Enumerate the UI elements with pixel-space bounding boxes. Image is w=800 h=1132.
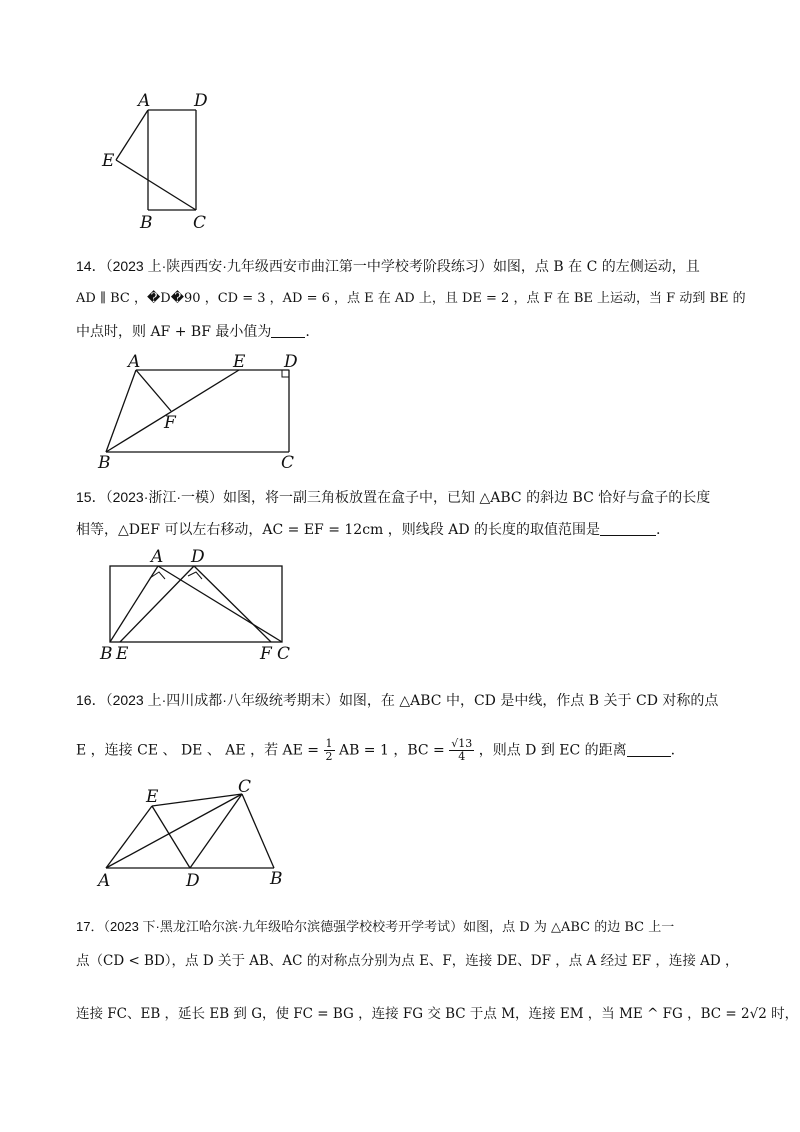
q14-conditions: AD ∥ BC ，�D�90 ，CD = 3 ，AD = 6 ，点 E 在 AD 上，且 DE = 2 ，点 F 在 BE 上运动，当 F 动到 BE 的 — [76, 291, 746, 306]
q17-line2 — [76, 951, 739, 971]
q14-line3 — [76, 322, 736, 342]
q14-text: 如图，点 B 在 C 的左侧运动，且 — [492, 259, 700, 275]
figure-q14-svg — [94, 352, 314, 472]
q16-source: （2023 上·四川成都·八年级统考期末） — [105, 692, 339, 708]
q15-period: . — [656, 522, 661, 538]
q17-line3 — [76, 1004, 799, 1024]
label-A: A — [128, 352, 141, 372]
label-E: E — [116, 644, 129, 664]
q17-number: 17． — [76, 919, 104, 934]
q17-source: （2023 下·黑龙江哈尔滨·九年级哈尔滨德强学校校考开学考试） — [103, 919, 464, 934]
q14-number: 14． — [76, 258, 106, 274]
figure-q15-svg — [96, 546, 306, 664]
label-D: D — [194, 91, 208, 111]
label-A: A — [151, 547, 164, 567]
label-F: F — [260, 644, 272, 664]
figure-q16 — [94, 778, 304, 890]
q16-line2 — [76, 738, 736, 774]
q16-question: ，则点 D 到 EC 的距离 — [478, 742, 627, 759]
label-B: B — [270, 869, 283, 889]
q16-conditions-a: E ，连接 CE 、 DE 、 AE ，若 AE = — [76, 742, 320, 759]
label-B: B — [140, 213, 153, 233]
q16-number: 16． — [76, 692, 106, 708]
figure-q15 — [96, 546, 306, 664]
q16-period: . — [670, 742, 676, 759]
fraction-numerator: √13 — [451, 737, 473, 750]
figure-q14 — [94, 352, 314, 472]
label-D: D — [284, 352, 298, 372]
label-C: C — [193, 213, 207, 233]
q16-line1 — [76, 690, 736, 711]
q14-answer-blank — [271, 323, 305, 338]
figure-q13-svg — [96, 90, 226, 235]
fraction-numerator: 1 — [325, 737, 333, 750]
label-D: D — [186, 871, 200, 890]
label-E: E — [102, 151, 115, 171]
label-C: C — [277, 644, 291, 664]
q16-text: 如图，在 △ABC 中，CD 是中线，作点 B 关于 CD 对称的点 — [338, 693, 719, 709]
q17-line1 — [76, 917, 736, 938]
q14-source: （2023 上·陕西西安·九年级西安市曲江第一中学校考阶段练习） — [105, 258, 493, 274]
q15-question: 相等，△DEF 可以左右移动，AC = EF = 12cm ，则线段 AD 的长度的取值范围是 — [76, 522, 601, 538]
q14-period: . — [305, 324, 310, 340]
label-B: B — [100, 644, 113, 664]
q14-line1 — [76, 256, 736, 277]
figure-q16-svg — [94, 778, 304, 890]
label-A: A — [138, 91, 151, 111]
figure-q13 — [96, 90, 226, 235]
label-E: E — [146, 787, 159, 807]
label-F: F — [164, 413, 176, 433]
q14-line2 — [76, 289, 746, 309]
q17-conditions: 点（CD < BD），点 D 关于 AB、AC 的对称点分别为点 E、F，连接 DE、DF ，点 A 经过 EF ，连接 AD ， — [76, 953, 739, 969]
q16-fraction-bc — [449, 738, 474, 763]
q15-line2 — [76, 520, 736, 540]
q14-question: 中点时，则 AF + BF 最小值为 — [76, 324, 272, 340]
label-B: B — [98, 453, 111, 472]
q15-line1 — [76, 487, 736, 508]
label-D: D — [191, 547, 205, 567]
q15-source: （2023·浙江·一模） — [105, 489, 224, 505]
q16-conditions-b: AB = 1 ，BC = — [338, 742, 445, 759]
q15-number: 15． — [76, 489, 106, 505]
q16-fraction-half — [324, 738, 335, 763]
q15-answer-blank — [600, 521, 656, 536]
q15-text: 如图，将一副三角板放置在盒子中，已知 △ABC 的斜边 BC 恰好与盒子的长度 — [223, 490, 711, 506]
q16-answer-blank — [627, 742, 671, 757]
label-E: E — [233, 352, 246, 372]
label-C: C — [281, 453, 295, 472]
q17-conditions-2: 连接 FC、EB ，延长 EB 到 G，使 FC = BG ，连接 FG 交 BC 于点 M，连接 EM ，当 ME ^ FG ，BC = 2√2 时， — [76, 1006, 799, 1022]
fraction-denominator: 4 — [458, 750, 466, 763]
q17-text: 如图，点 D 为 △ABC 的边 BC 上一 — [463, 920, 675, 935]
fraction-denominator: 2 — [325, 750, 333, 763]
label-A: A — [98, 871, 111, 890]
label-C: C — [238, 778, 252, 797]
